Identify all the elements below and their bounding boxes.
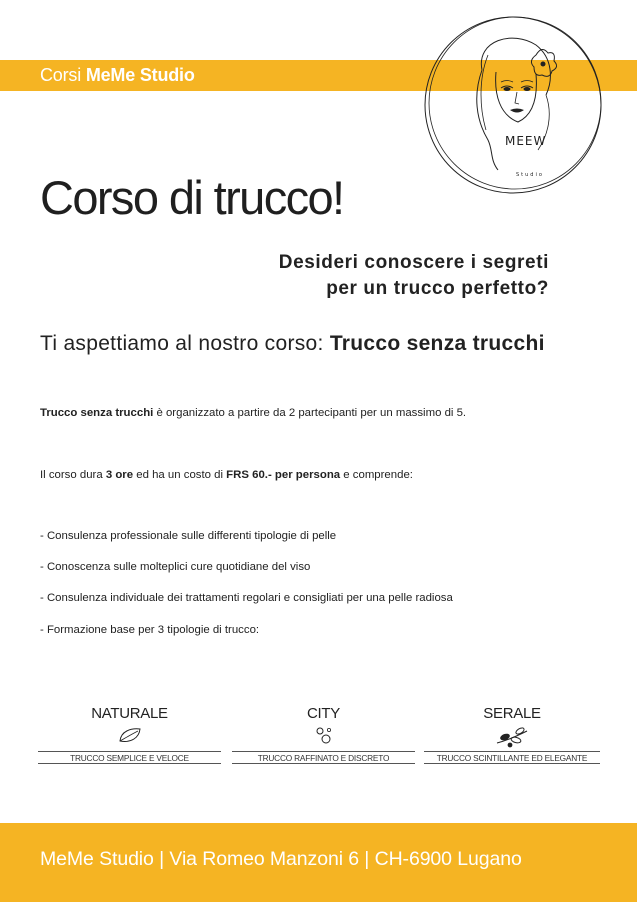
style-rule <box>232 763 415 764</box>
style-rule <box>38 763 221 764</box>
invite-lead: Ti aspettiamo al nostro corso: <box>40 332 324 355</box>
style-rule <box>424 751 600 752</box>
include-item: - Consulenza individuale dei trattamenti regolari e consigliati per una pelle radiosa <box>40 592 453 604</box>
pricing-price: FRS 60.- per persona <box>226 469 341 481</box>
header-brand: MeMe Studio <box>85 65 195 85</box>
question-line-1: Desideri conoscere i segreti <box>278 252 549 273</box>
style-city <box>232 705 415 763</box>
style-rule <box>232 751 415 752</box>
include-item: - Conoscenza sulle molteplici cure quotidiane del viso <box>40 561 311 573</box>
meme-studio-logo <box>418 10 608 200</box>
footer-address: MeMe Studio | Via Romeo Manzoni 6 | CH-6900 Lugano <box>40 848 522 870</box>
pricing-middle: ed ha un costo di <box>133 469 227 481</box>
style-naturale <box>38 705 221 763</box>
header-label <box>40 65 195 86</box>
bubbles-icon <box>311 725 337 747</box>
page-title: Corso di trucco! <box>40 171 344 224</box>
include-item: - Formazione base per 3 tipologie di trucco: <box>40 624 260 636</box>
olive-branch-icon <box>495 725 529 749</box>
footer-band <box>0 823 637 902</box>
include-item: - Consulenza professionale sulle differenti tipologie di pelle <box>40 530 337 542</box>
participants-text: è organizzato a partire da 2 partecipanti per un massimo di 5. <box>153 407 467 419</box>
style-rule <box>424 763 600 764</box>
style-serale <box>424 705 600 763</box>
invite-course: Trucco senza trucchi <box>329 332 545 355</box>
leaf-icon <box>117 725 143 747</box>
style-name: NATURALE <box>91 705 168 722</box>
style-rule <box>38 751 221 752</box>
style-name: CITY <box>307 705 340 722</box>
pricing-duration: 3 ore <box>105 469 134 481</box>
participants-paragraph <box>40 407 466 419</box>
pricing-tail: e comprende: <box>340 469 413 481</box>
pricing-paragraph <box>40 469 413 481</box>
logo-letters: MEEW <box>505 134 547 148</box>
style-desc: TRUCCO RAFFINATO E DISCRETO <box>257 753 390 763</box>
invite-line <box>40 332 545 356</box>
pricing-lead: Il corso dura <box>40 469 106 481</box>
style-desc: TRUCCO SEMPLICE E VELOCE <box>70 753 189 763</box>
style-name: SERALE <box>483 705 541 722</box>
header-prefix: Corsi <box>40 65 82 85</box>
question-line-2: per un trucco perfetto? <box>326 278 549 299</box>
logo-subtitle: Studio <box>516 172 544 178</box>
participants-course: Trucco senza trucchi <box>40 407 154 419</box>
question-block <box>279 250 549 302</box>
style-desc: TRUCCO SCINTILLANTE ED ELEGANTE <box>436 753 588 763</box>
